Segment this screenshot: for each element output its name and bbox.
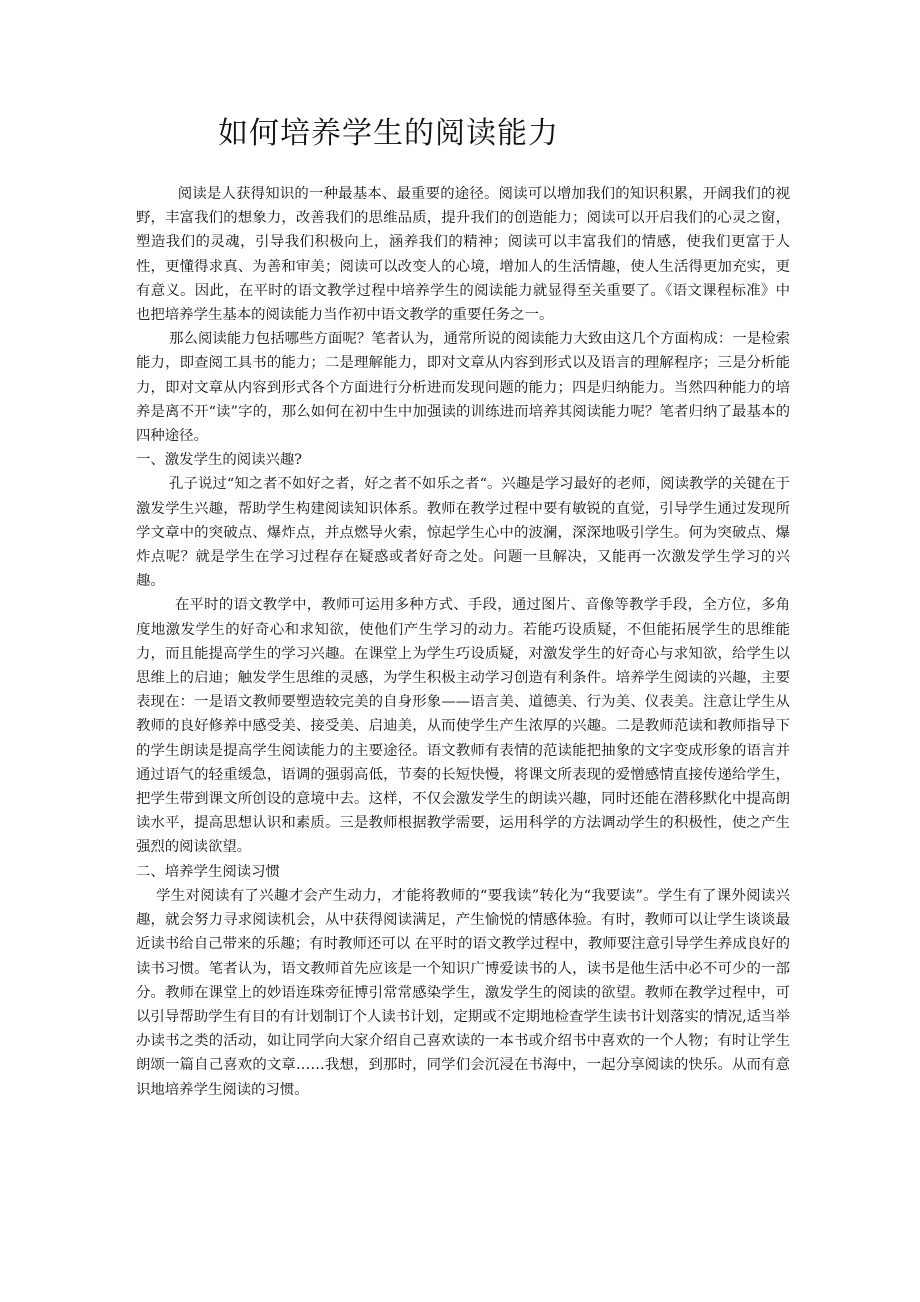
- document-body: [136, 182, 790, 1102]
- paragraph-reading-habits: 学生对阅读有了兴趣才会产生动力，才能将教师的“要我读”转化为“我要读”。学生有了课外阅读兴趣，就会努力寻求阅读机会，从中获得阅读满足，产生愉悦的情感体验。有时，教师可以让学生谈谈最近读书给自己带来的乐趣；有时教师还可以 在平时的语文教学过程中，教师要注意引导学生养成良好的读书习惯。笔者认为，语文教师首先应该是一个知识广博爱读书的人，读书是他生活中必不可少的一部分。教师在课堂上的妙语连珠旁征博引常常感染学生，激发学生的阅读的欲望。教师在教学过程中，可以引导帮助学生有目的有计划制订个人读书计划，定期或不定期地检查学生读书计划落实的情况,适当举办读书之类的活动，如让同学向大家介绍自己喜欢读的一本书或介绍书中喜欢的一个人物；有时让学生朗颂一篇自己喜欢的文章……我想，到那时，同学们会沉浸在书海中，一起分享阅读的快乐。从而有意识地培养学生阅读的习惯。: [136, 887, 790, 1098]
- paragraph-teaching-methods: 在平时的语文教学中，教师可运用多种方式、手段，通过图片、音像等教学手段，全方位，多角度地激发学生的好奇心和求知欲，使他们产生学习的动力。若能巧设质疑，不但能拓展学生的思维能力，而且能提高学生的学习兴趣。在课堂上为学生巧设质疑，对激发学生的好奇心与求知欲，给学生以思维上的启迪；触发学生思维的灵感，为学生积极主动学习创造有利条件。培养学生阅读的兴趣，主要表现在：一是语文教师要塑造较完美的自身形象——语言美、道德美、行为美、仪表美。注意让学生从教师的良好修养中感受美、接受美、启迪美，从而使学生产生浓厚的兴趣。二是教师范读和教师指导下的学生朗读是提高学生阅读能力的主要途径。语文教师有表情的范读能把抽象的文字变成形象的语言并通过语气的轻重缓急，语调的强弱高低，节奏的长短快慢，将课文所表现的爱憎感情直接传递给学生，把学生带到课文所创设的意境中去。这样，不仅会激发学生的朗读兴趣，同时还能在潜移默化中提高朗读水平，提高思想认识和素质。三是教师根据教学需要，运用科学的方法调动学生的积极性，使之产生强烈的阅读欲望。: [136, 597, 790, 856]
- section-heading-interest: 一、激发学生的阅读兴趣?: [136, 452, 303, 469]
- paragraph-confucius: 孔子说过“知之者不如好之者，好之者不如乐之者“。兴趣是学习最好的老师，阅读教学的关键在于激发学生兴趣，帮助学生构建阅读知识体系。教师在教学过程中要有敏锐的直觉，引导学生通过发现所学文章中的突破点、爆炸点，并点燃导火索，惊起学生心中的波澜，深深地吸引学生。何为突破点、爆炸点呢？就是学生在学习过程存在疑惑或者好奇之处。问题一旦解决，又能再一次激发学生学习的兴趣。: [136, 476, 790, 590]
- paragraph-intro: 阅读是人获得知识的一种最基本、最重要的途径。阅读可以增加我们的知识积累，开阔我们的视野，丰富我们的想象力，改善我们的思维品质，提升我们的创造能力；阅读可以开启我们的心灵之窗，塑造我们的灵魂，引导我们积极向上，涵养我们的精神；阅读可以丰富我们的情感，使我们更富于人性，更懂得求真、为善和审美；阅读可以改变人的心境，增加人的生活情趣，使人生活得更加充实，更有意义。因此，在平时的语文教学过程中培养学生的阅读能力就显得至关重要了。《语文课程标准》中也把培养学生基本的阅读能力当作初中语文教学的重要任务之一。: [136, 186, 790, 324]
- section-heading-habits: 二、培养学生阅读习惯: [136, 863, 280, 880]
- paragraph-reading-abilities: 那么阅读能力包括哪些方面呢？笔者认为，通常所说的阅读能力大致由这几个方面构成：一是检索能力，即查阅工具书的能力；二是理解能力，即对文章从内容到形式以及语言的理解程序；三是分析能力，即对文章从内容到形式各个方面进行分析进而发现问题的能力；四是归纳能力。当然四种能力的培养是离不开“读”字的，那么如何在初中生中加强读的训练进而培养其阅读能力呢？笔者归纳了最基本的四种途径。: [136, 331, 790, 445]
- document-title: 如何培养学生的阅读能力: [218, 116, 559, 151]
